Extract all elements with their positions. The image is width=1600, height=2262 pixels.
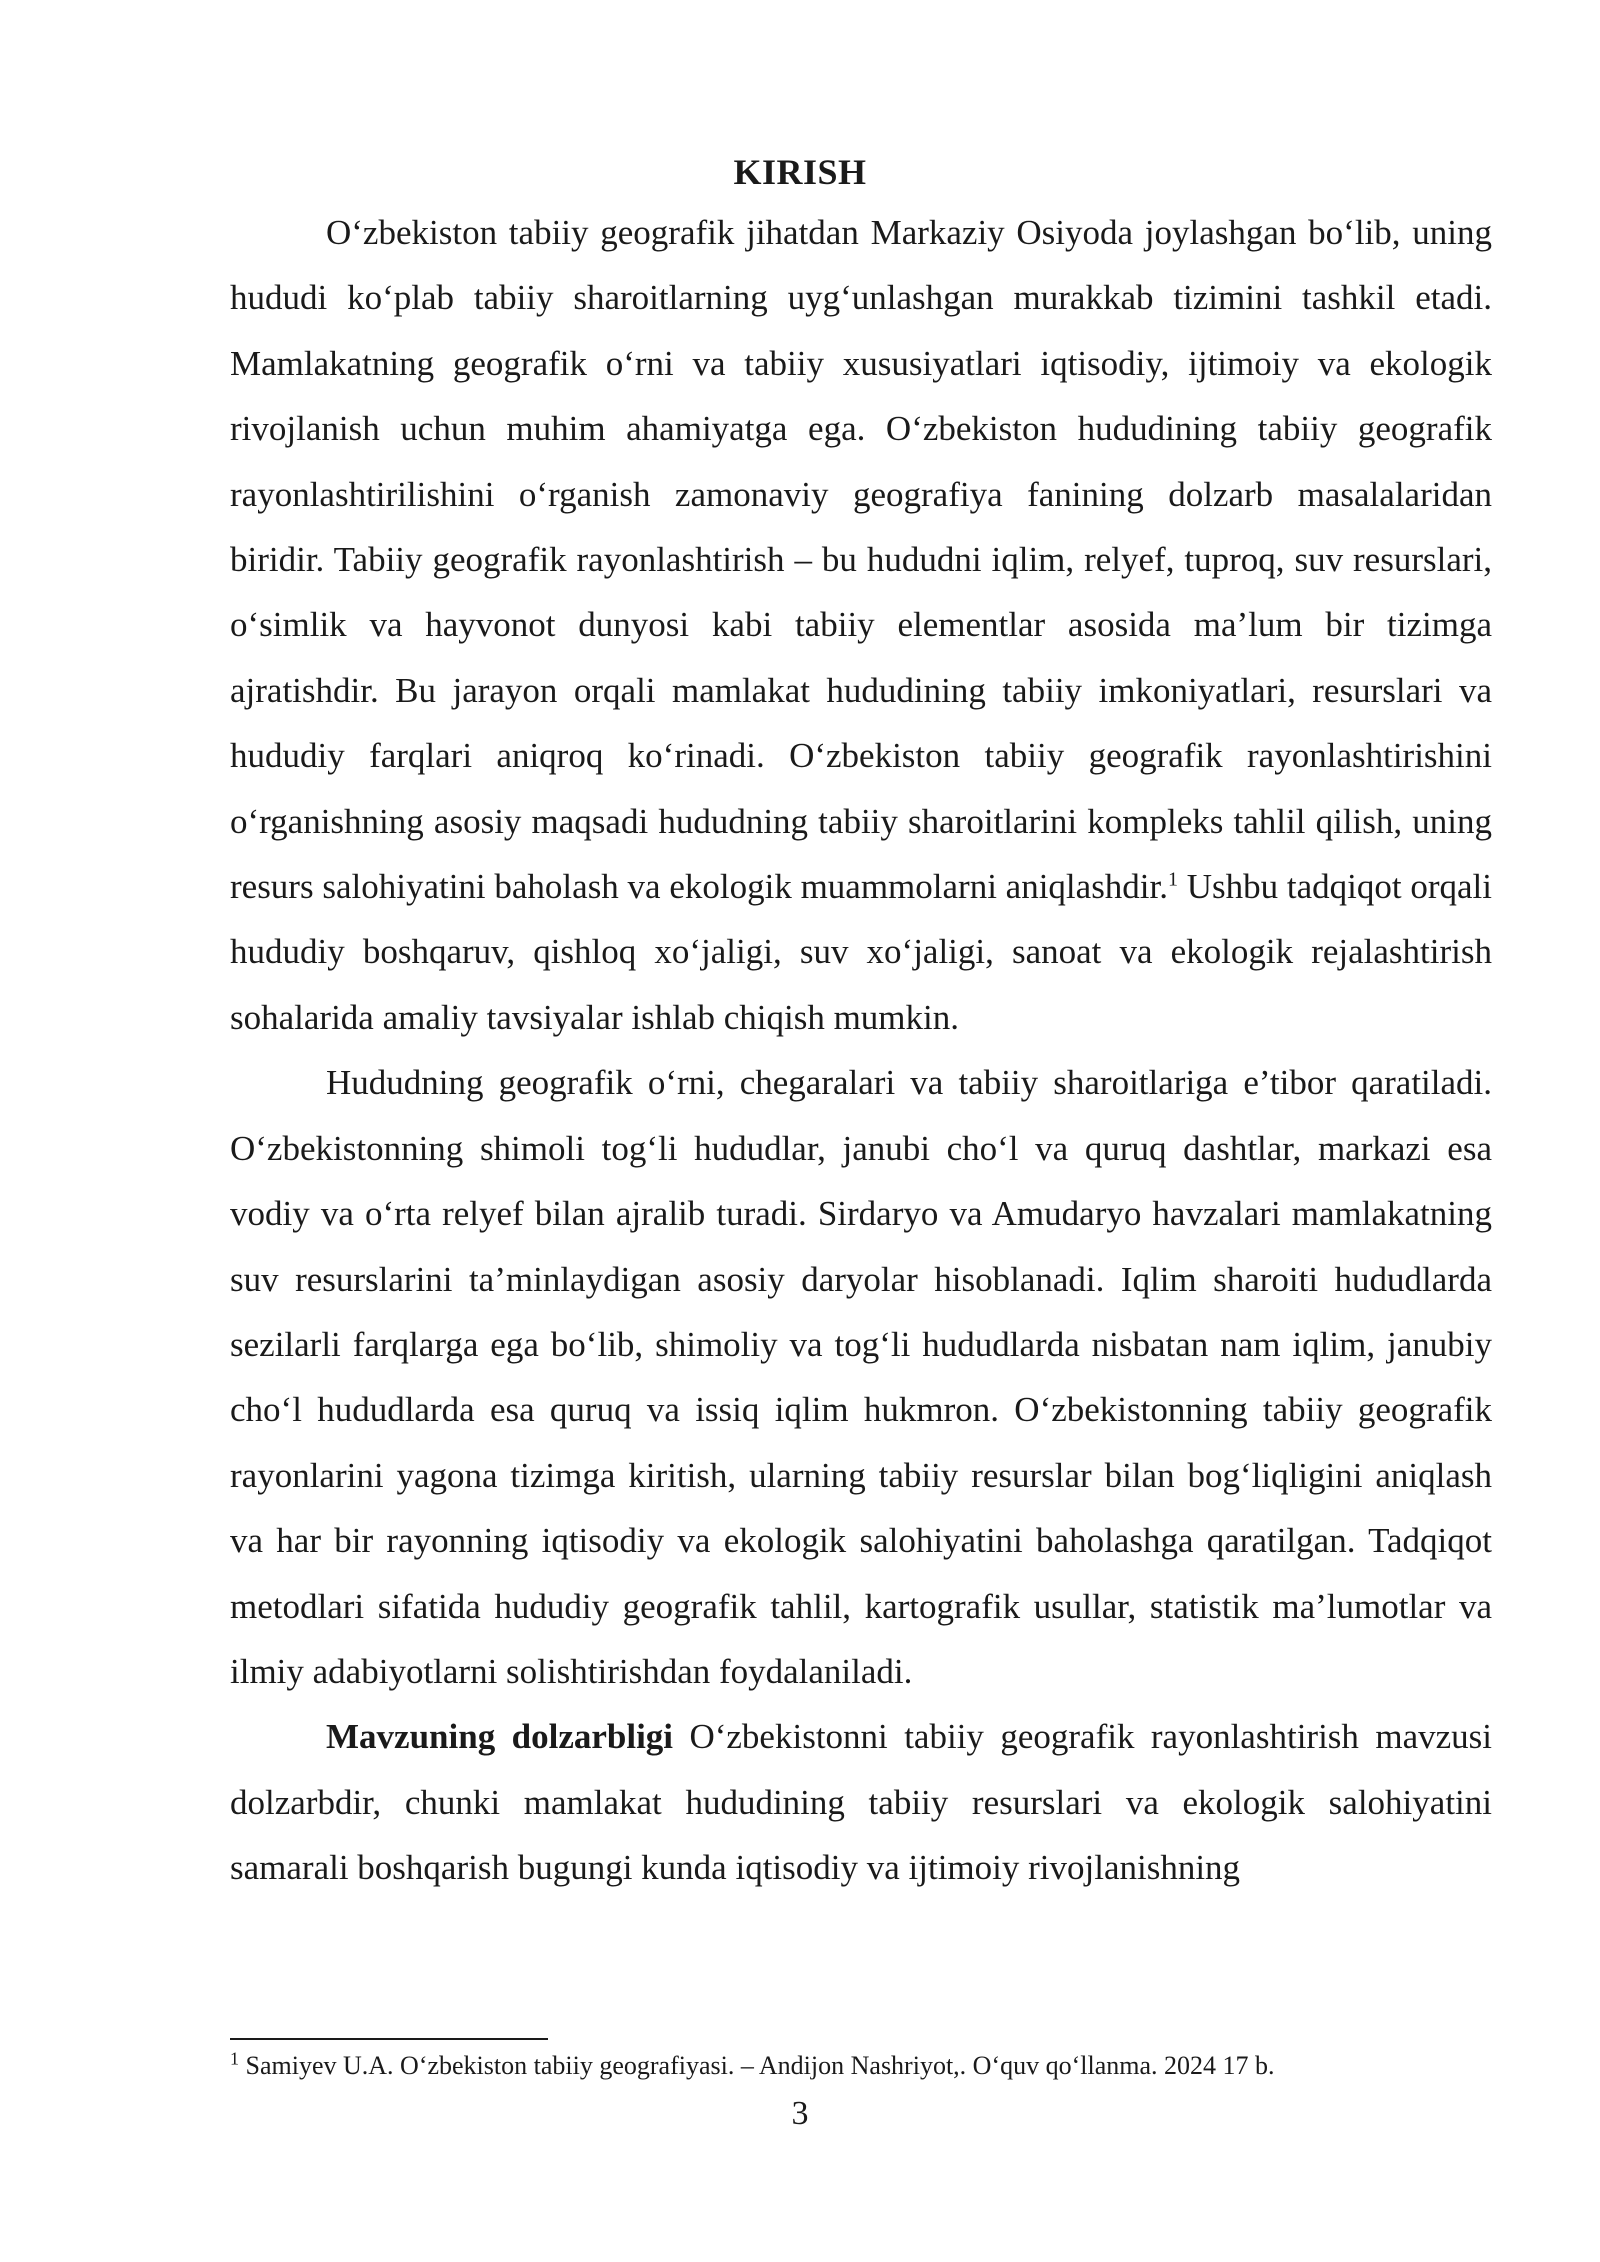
paragraph-relevance-heading: Mavzuning dolzarbligi — [326, 1717, 674, 1757]
footnote-number: 1 — [230, 2048, 239, 2069]
paragraph-intro — [230, 200, 1492, 1050]
page-title: KIRISH — [733, 152, 867, 192]
body-text — [230, 200, 1492, 1901]
footnote — [230, 2046, 1492, 2086]
paragraph-intro-text: O‘zbekiston tabiiy geografik jihatdan Markaziy Osiyoda joylashgan bo‘lib, uning hududi ko‘plab tabiiy sharoitlarning uyg‘unlashgan murakkab tizimini tashkil etadi. Mamlakatning geografik o‘rni va tabiiy xususiyatlari iqtisodiy, ijtimoiy va ekologik rivojlanish uchun muhim ahamiyatga ega. O‘zbekiston hududining tabiiy geografik rayonlashtirilishini o‘rganish zamonaviy geografiya fanining dolzarb masalalaridan biridir. Tabiiy geografik rayonlashtirish – bu hududni iqlim, relyef, tuproq, suv resurslari, o‘simlik va hayvonot dunyosi kabi tabiiy elementlar asosida ma’lum bir tizimga ajratishdir. Bu jarayon orqali mamlakat hududining tabiiy imkoniyatlari, resurslari va hududiy farqlari aniqroq ko‘rinadi. O‘zbekiston tabiiy geografik rayonlashtirishini o‘rganishning asosiy maqsadi hududning tabiiy sharoitlarini kompleks tahlil qilish, uning resurs salohiyatini baholash va ekologik muammolarni aniqlashdir. — [230, 213, 1492, 907]
paragraph-intro-continuation: Ushbu tadqiqot orqali hududiy boshqaruv, qishloq xo‘jaligi, suv xo‘jaligi, sanoat va ekologik rejalashtirish sohalarida amaliy tavsiyalar ishlab chiqish mumkin. — [230, 867, 1493, 1037]
paragraph-geography: Hududning geografik o‘rni, chegaralari va tabiiy sharoitlariga e’tibor qaratiladi. O‘zbekistonning shimoli tog‘li hududlar, janubi cho‘l va quruq dashtlar, markazi esa vodiy va o‘rta relyef bilan ajralib turadi. Sirdaryo va Amudaryo havzalari mamlakatning suv resurslarini ta’minlaydigan asosiy daryolar hisoblanadi. Iqlim sharoiti hududlarda sezilarli farqlarga ega bo‘lib, shimoliy va tog‘li hududlarda nisbatan nam iqlim, janubiy cho‘l hududlarda esa quruq va issiq iqlim hukmron. O‘zbekistonning tabiiy geografik rayonlarini yagona tizimga kiritish, ularning tabiiy resurslar bilan bog‘liqligini aniqlash va har bir rayonning iqtisodiy va ekologik salohiyatini baholashga qaratilgan. Tadqiqot metodlari sifatida hududiy geografik tahlil, kartografik usullar, statistik ma’lumotlar va ilmiy adabiyotlarni solishtirishdan foydalaniladi. — [230, 1063, 1492, 1691]
footnote-text: Samiyev U.A. O‘zbekiston tabiiy geografiyasi. – Andijon Nashriyot,. O‘quv qo‘llanma. 2024 17 b. — [239, 2051, 1275, 2080]
footnote-reference[interactable]: 1 — [1168, 868, 1179, 891]
paragraph-relevance — [230, 1704, 1492, 1900]
page-number: 3 — [791, 2095, 809, 2132]
paragraph-relevance-text: O‘zbekistonni tabiiy geografik rayonlashtirish mavzusi dolzarbdir, chunki mamlakat hududining tabiiy resurslari va ekologik salohiyatini samarali boshqarish bugungi kunda iqtisodiy va ijtimoiy rivojlanishning — [230, 1717, 1492, 1888]
footnote-separator — [230, 2038, 548, 2040]
